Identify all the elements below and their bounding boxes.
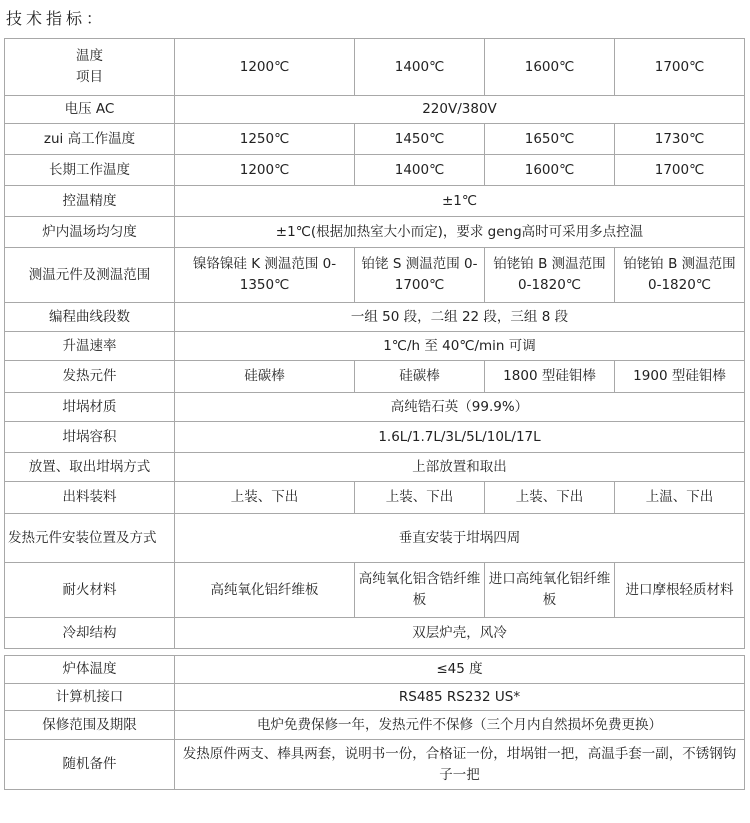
row-value: 双层炉壳，风冷 — [175, 618, 745, 649]
row-value: 上装、下出 — [355, 482, 485, 514]
row-label: 升温速率 — [5, 332, 175, 361]
temp-header: 1700℃ — [615, 39, 745, 96]
row-value: 1700℃ — [615, 155, 745, 186]
row-label: 出料装料 — [5, 482, 175, 514]
row-label: 发热元件 — [5, 361, 175, 393]
row-label: zui 高工作温度 — [5, 124, 175, 155]
row-value: 1900 型硅钼棒 — [615, 361, 745, 393]
row-label: 测温元件及测温范围 — [5, 248, 175, 303]
row-label: 发热元件安装位置及方式 — [5, 514, 175, 563]
corner-cell: 温度 项目 — [5, 39, 175, 96]
row-value: 1℃/h 至 40℃/min 可调 — [175, 332, 745, 361]
row-value: 垂直安装于坩埚四周 — [175, 514, 745, 563]
row-value: 1650℃ — [485, 124, 615, 155]
spec-table — [4, 38, 745, 790]
table-row — [5, 482, 745, 514]
row-label: 耐火材料 — [5, 563, 175, 618]
header-row — [5, 39, 745, 96]
row-value: 镍铬镍硅 K 测温范围 0-1350℃ — [175, 248, 355, 303]
row-value: 高纯氧化铝纤维板 — [175, 563, 355, 618]
temp-header: 1400℃ — [355, 39, 485, 96]
row-value: 上装、下出 — [175, 482, 355, 514]
row-value: 进口摩根轻质材料 — [615, 563, 745, 618]
row-label: 坩埚容积 — [5, 422, 175, 453]
table-row — [5, 514, 745, 563]
table-row — [5, 453, 745, 482]
row-label: 电压 AC — [5, 96, 175, 124]
row-value: 一组 50 段，二组 22 段，三组 8 段 — [175, 303, 745, 332]
row-label: 坩埚材质 — [5, 393, 175, 422]
table-row — [5, 96, 745, 124]
temp-header: 1600℃ — [485, 39, 615, 96]
row-label: 保修范围及期限 — [5, 711, 175, 740]
row-value: 1.6L/1.7L/3L/5L/10L/17L — [175, 422, 745, 453]
table-row — [5, 393, 745, 422]
row-label: 放置、取出坩埚方式 — [5, 453, 175, 482]
row-value: 硅碳棒 — [175, 361, 355, 393]
row-value: RS485 RS232 US* — [175, 684, 745, 711]
row-value: 1800 型硅钼棒 — [485, 361, 615, 393]
row-label: 编程曲线段数 — [5, 303, 175, 332]
row-value: ±1℃ — [175, 186, 745, 217]
row-value: 上温、下出 — [615, 482, 745, 514]
table-row — [5, 155, 745, 186]
row-value: 铂铑铂 B 测温范围 0-1820℃ — [615, 248, 745, 303]
row-value: 铂铑 S 测温范围 0-1700℃ — [355, 248, 485, 303]
row-value: 进口高纯氧化铝纤维板 — [485, 563, 615, 618]
temp-header: 1200℃ — [175, 39, 355, 96]
row-value: 1730℃ — [615, 124, 745, 155]
table-row — [5, 248, 745, 303]
table-row — [5, 124, 745, 155]
row-value: 高纯锆石英（99.9%） — [175, 393, 745, 422]
row-value: 发热原件两支、棒具两套，说明书一份，合格证一份，坩埚钳一把，高温手套一副，不锈钢钩子一把 — [175, 740, 745, 790]
row-label: 随机备件 — [5, 740, 175, 790]
row-value: 220V/380V — [175, 96, 745, 124]
table-row — [5, 186, 745, 217]
row-label: 控温精度 — [5, 186, 175, 217]
row-label: 长期工作温度 — [5, 155, 175, 186]
table-row — [5, 422, 745, 453]
row-value: 1600℃ — [485, 155, 615, 186]
table-row — [5, 361, 745, 393]
table-row — [5, 217, 745, 248]
table-row — [5, 303, 745, 332]
row-label: 炉内温场均匀度 — [5, 217, 175, 248]
row-value: 铂铑铂 B 测温范围 0-1820℃ — [485, 248, 615, 303]
row-value: ±1℃(根据加热室大小而定)，要求 geng高时可采用多点控温 — [175, 217, 745, 248]
row-value: 1400℃ — [355, 155, 485, 186]
row-value: ≤45 度 — [175, 656, 745, 684]
row-value: 上装、下出 — [485, 482, 615, 514]
table-row — [5, 563, 745, 618]
row-value: 1450℃ — [355, 124, 485, 155]
row-value: 硅碳棒 — [355, 361, 485, 393]
table-row — [5, 618, 745, 649]
table-row — [5, 332, 745, 361]
table-row — [5, 711, 745, 740]
table-row — [5, 656, 745, 684]
table-row — [5, 740, 745, 790]
table-gap — [5, 649, 745, 656]
row-value: 上部放置和取出 — [175, 453, 745, 482]
row-label: 冷却结构 — [5, 618, 175, 649]
row-value: 1200℃ — [175, 155, 355, 186]
table-row — [5, 684, 745, 711]
row-label: 计算机接口 — [5, 684, 175, 711]
row-label: 炉体温度 — [5, 656, 175, 684]
section-heading: 技术指标： — [6, 9, 107, 28]
row-value: 1250℃ — [175, 124, 355, 155]
row-value: 电炉免费保修一年，发热元件不保修（三个月内自然损坏免费更换） — [175, 711, 745, 740]
row-value: 高纯氧化铝含锆纤维板 — [355, 563, 485, 618]
